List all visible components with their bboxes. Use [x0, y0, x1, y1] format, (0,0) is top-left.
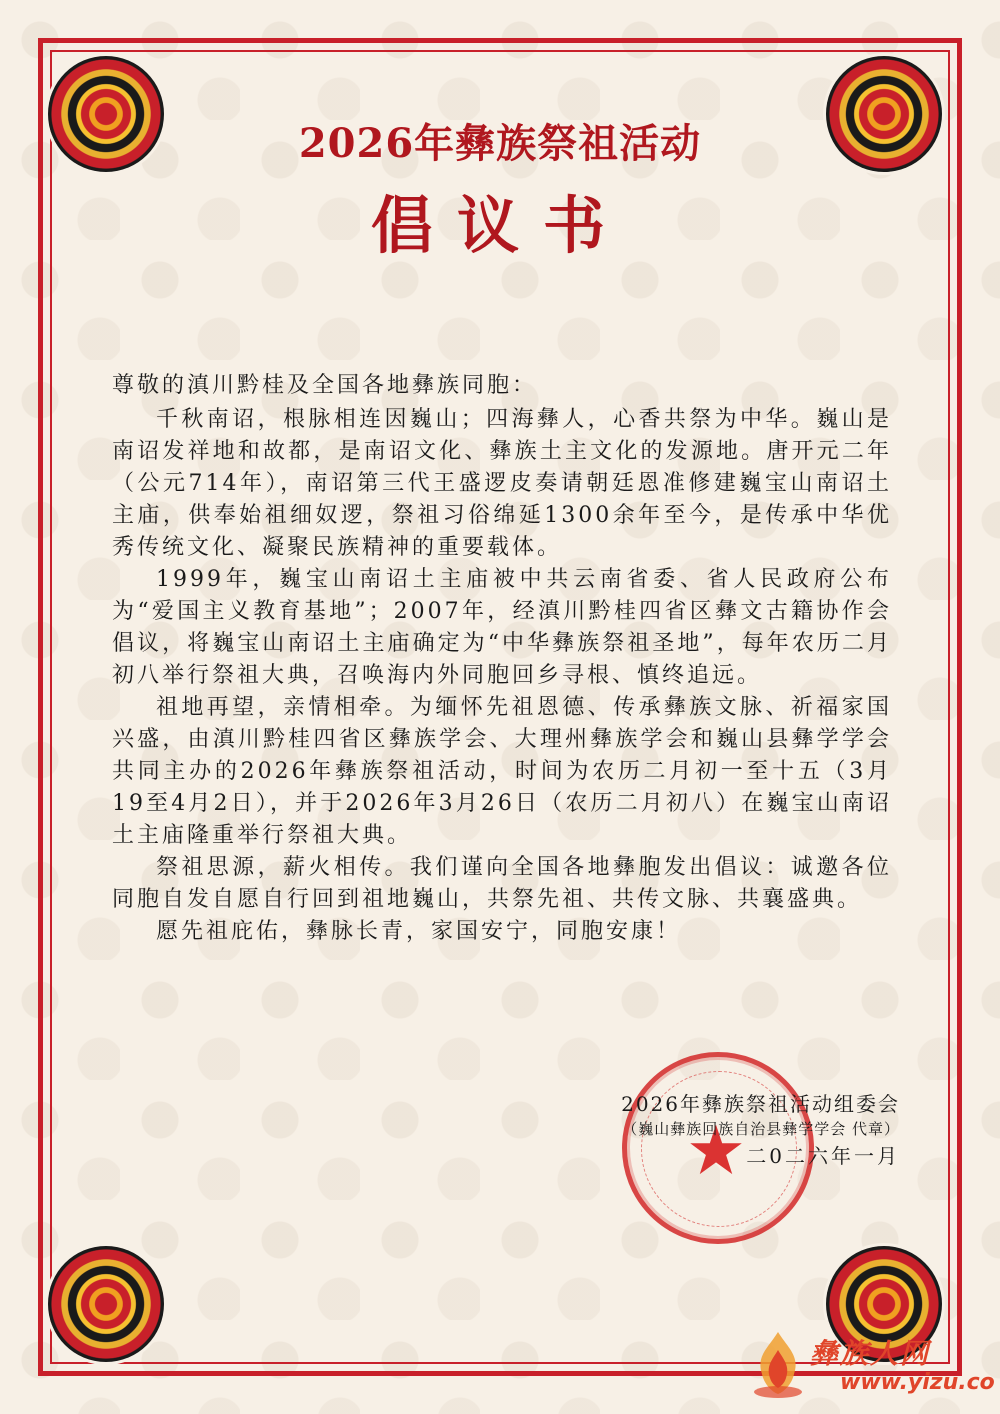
ornament-medallion-icon [48, 1246, 164, 1362]
document-title: 2026年彝族祭祖活动 [298, 120, 702, 167]
paragraph: 千秋南诏，根脉相连因巍山；四海彝人，心香共祭为中华。巍山是南诏发祥地和故都，是南诏文化、彝族土主文化的发源地。唐开元二年（公元714年），南诏第三代王盛逻皮奏请朝廷恩准修建巍宝山南诏土主庙，供奉始祖细奴逻，祭祖习俗绵延1300余年至今，是传承中华优秀传统文化、凝聚民族精神的重要载体。 [112, 407, 892, 560]
flame-logo-icon [748, 1328, 808, 1400]
paragraph: 祭祖思源，薪火相传。我们谨向全国各地彝胞发出倡议：诚邀各位同胞自发自愿自行回到祖地巍山，共祭先祖、共传文脉、共襄盛典。 [112, 855, 892, 912]
paragraph: 愿先祖庇佑，彝脉长青，家国安宁，同胞安康！ [156, 919, 682, 944]
document-subtitle: 倡议书 [370, 189, 629, 262]
watermark-name: 彝族人网 [810, 1337, 931, 1370]
watermark-url: www.yizu.co [840, 1370, 995, 1395]
paragraph: 1999年，巍宝山南诏土主庙被中共云南省委、省人民政府公布为“爱国主义教育基地”；2007年，经滇川黔桂四省区彝文古籍协作会倡议，将巍宝山南诏土主庙确定为“中华彝族祭祖圣地”，每年农历二月初八举行祭祖大典，召唤海内外同胞回乡寻根、慎终追远。 [112, 567, 892, 688]
site-watermark [748, 1328, 995, 1400]
paragraph: 祖地再望，亲情相牵。为缅怀先祖恩德、传承彝族文脉、祈福家国兴盛，由滇川黔桂四省区彝族学会、大理州彝族学会和巍山县彝学学会共同主办的2026年彝族祭祖活动，时间为农历二月初一至十五（3月19至4月2日），并于2026年3月26日（农历二月初八）在巍宝山南诏土主庙隆重举行祭祖大典。 [112, 695, 892, 848]
signature-organization: 2026年彝族祭祖活动组委会 [621, 1092, 900, 1116]
signature-note: （巍山彝族回族自治县彝学学会 代章） [622, 1120, 900, 1138]
document-body [112, 370, 892, 948]
signature-date: 二0二六年一月 [746, 1144, 900, 1168]
salutation: 尊敬的滇川黔桂及全国各地彝族同胞： [112, 373, 538, 398]
